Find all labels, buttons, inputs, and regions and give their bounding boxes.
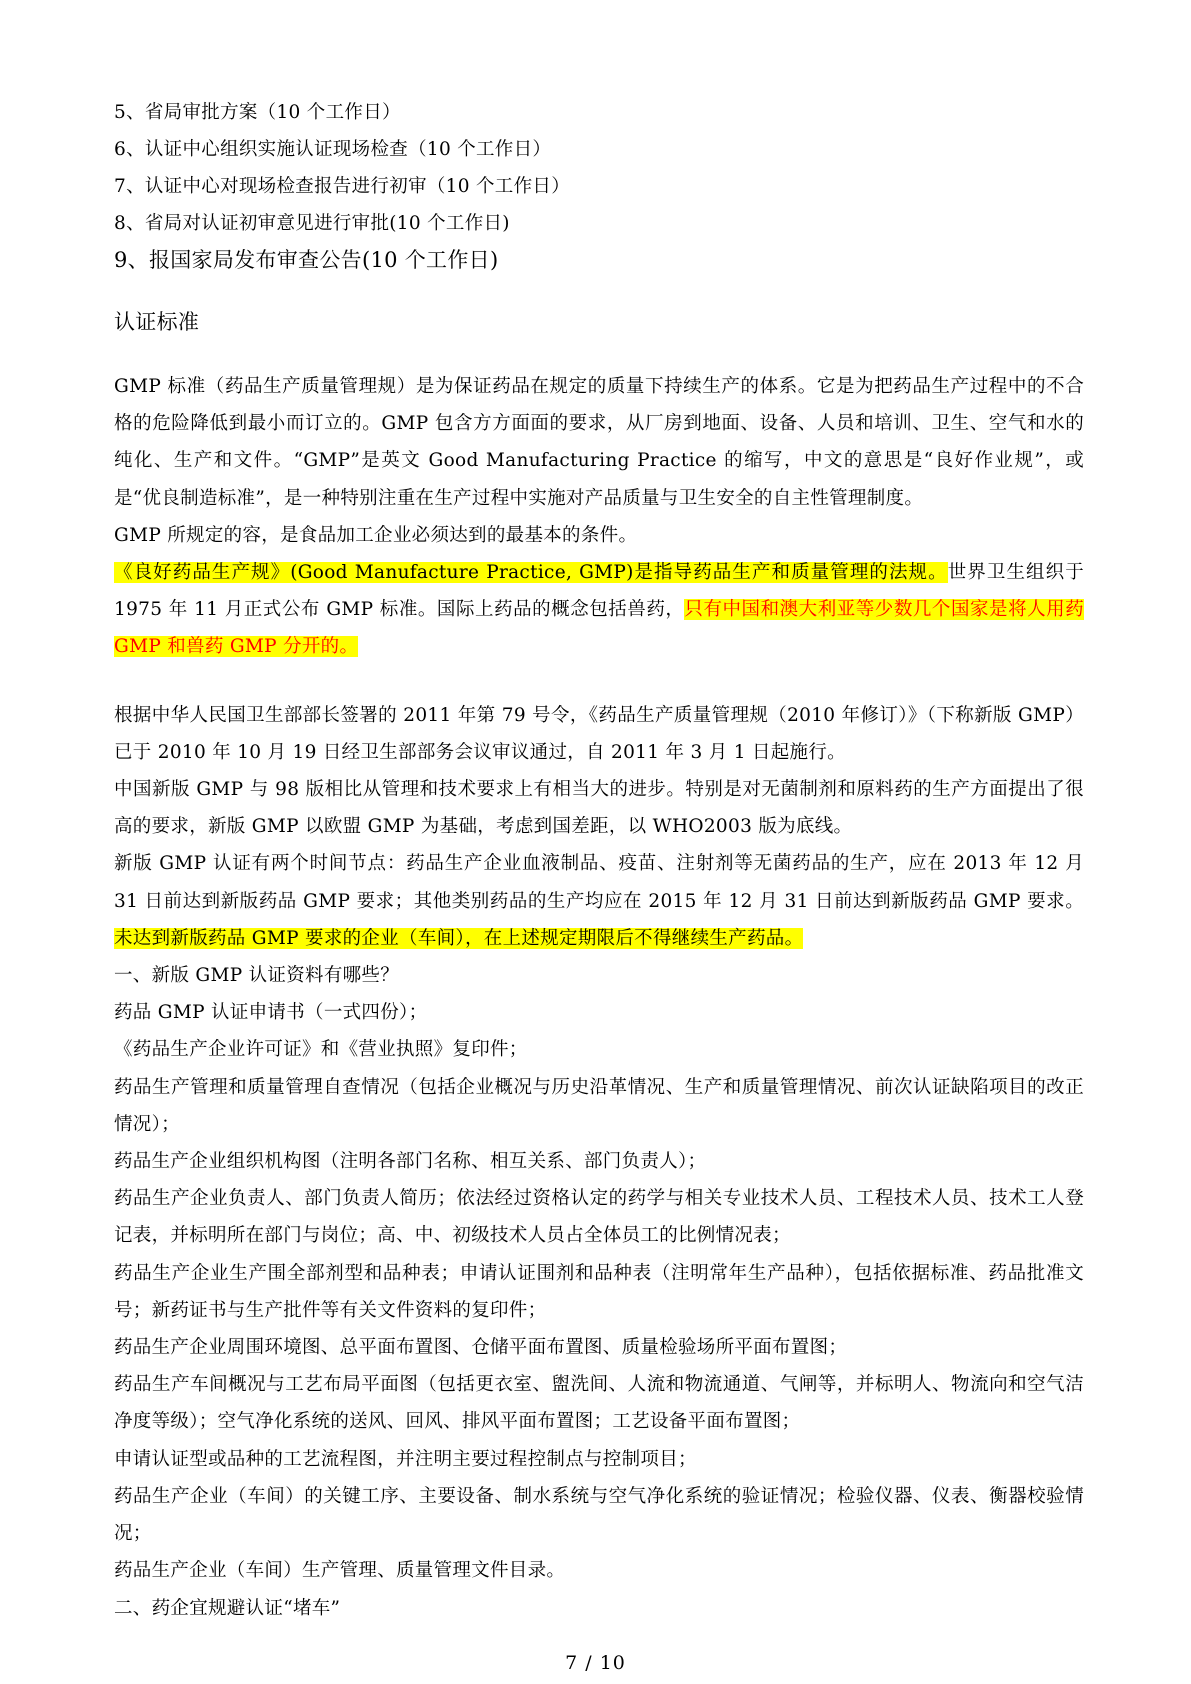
- step-line: 7、认证中心对现场检查报告进行初审（10 个工作日）: [114, 176, 570, 197]
- material-item: 药品生产车间概况与工艺布局平面图（包括更衣室、盥洗间、人流和物流通道、气闸等，并标明人、物流向和空气洁净度等级）；空气净化系统的送风、回风、排风平面布置图；工艺设备平面布置图；: [114, 1374, 1084, 1433]
- step-line: 9、报国家局发布审查公告(10 个工作日): [114, 248, 499, 272]
- paragraph-gap: [114, 666, 1084, 697]
- paragraph-new-gmp-comparison: 中国新版 GMP 与 98 版相比从管理和技术要求上有相当大的进步。特别是对无菌制剂和原料药的生产方面提出了很高的要求，新版 GMP 以欧盟 GMP 为基础，考虑到国差距，以 WHO2003 版为底线。: [114, 779, 1084, 838]
- paragraph-gmp-definition: GMP 标准（药品生产质量管理规）是为保证药品在规定的质量下持续生产的体系。它是为把药品生产过程中的不合格的危险降低到最小而订立的。GMP 包含方方面面的要求，从厂房到地面、设备、人员和培训、卫生、空气和水的纯化、生产和文件。“GMP”是英文 Good Manufacturing Practice 的缩写，中文的意思是“良好作业规”，或是“优良制造标准”，是一种特别注重在生产过程中实施对产品质量与卫生安全的自主性管理制度。: [114, 376, 1084, 509]
- material-item: 药品生产企业生产围全部剂型和品种表；申请认证围剂和品种表（注明常年生产品种），包括依据标准、药品批准文号；新药证书与生产批件等有关文件资料的复印件；: [114, 1262, 1084, 1321]
- material-item: 药品生产企业组织机构图（注明各部门名称、相互关系、部门负责人）；: [114, 1151, 707, 1173]
- page-number: 7 / 10: [565, 1652, 626, 1674]
- material-item: 药品生产管理和质量管理自查情况（包括企业概况与历史沿革情况、生产和质量管理情况、前次认证缺陷项目的改正情况）；: [114, 1076, 1084, 1135]
- paragraph-gmp-regulation: [114, 554, 1084, 666]
- highlight-text: 未达到新版药品 GMP 要求的企业（车间），在上述规定期限后不得继续生产药品。: [114, 927, 804, 949]
- paragraph-text: 新版 GMP 认证有两个时间节点：药品生产企业血液制品、疫苗、注射剂等无菌药品的生产，应在 2013 年 12 月 31 日前达到新版药品 GMP 要求；其他类别药品的生产均应在 2015 年 12 月 31 日前达到新版药品 GMP 要求。: [114, 853, 1084, 912]
- paragraph-new-gmp-deadlines: [114, 845, 1084, 957]
- paragraph-new-gmp-order: 根据中华人民国卫生部部长签署的 2011 年第 79 号令，《药品生产质量管理规（2010 年修订）》（下称新版 GMP）已于 2010 年 10 月 19 日经卫生部部务会议审议通过，自 2011 年 3 月 1 日起施行。: [114, 704, 1084, 763]
- step-line: 8、省局对认证初审意见进行审批(10 个工作日): [114, 213, 510, 234]
- question-heading: 一、新版 GMP 认证资料有哪些？: [114, 965, 400, 987]
- material-item: 药品 GMP 认证申请书（一式四份）；: [114, 1002, 428, 1024]
- step-line: 5、省局审批方案（10 个工作日）: [114, 102, 401, 123]
- material-item: 药品生产企业负责人、部门负责人简历；依法经过资格认定的药学与相关专业技术人员、工程技术人员、技术工人登记表，并标明所在部门与岗位；高、中、初级技术人员占全体员工的比例情况表；: [114, 1188, 1084, 1247]
- section-heading: 认证标准: [114, 310, 200, 334]
- material-item: 申请认证型或品种的工艺流程图，并注明主要过程控制点与控制项目；: [114, 1448, 697, 1470]
- document-page: [114, 94, 1084, 1627]
- question-heading: 二、药企宜规避认证“堵车”: [114, 1597, 341, 1619]
- material-item: 《药品生产企业许可证》和《营业执照》复印件；: [114, 1039, 528, 1061]
- highlight-text: 《良好药品生产规》(Good Manufacture Practice, GMP)是指导药品生产和质量管理的法规。: [114, 562, 948, 584]
- highlight-red-text: 只有中国和澳大利亚等少数几个国家是将人用药 GMP 和兽药 GMP 分开的。: [114, 599, 1084, 658]
- material-item: 药品生产企业（车间）生产管理、质量管理文件目录。: [114, 1560, 566, 1582]
- paragraph-text: 世界卫生组织于 1975 年 11 月正式公布 GMP 标准。国际上药品的概念包括兽药，: [114, 562, 1084, 621]
- step-line: 6、认证中心组织实施认证现场检查（10 个工作日）: [114, 139, 552, 160]
- material-item: 药品生产企业（车间）的关键工序、主要设备、制水系统与空气净化系统的验证情况；检验仪器、仪表、衡器校验情况；: [114, 1485, 1084, 1545]
- material-item: 药品生产企业周围环境图、总平面布置图、仓储平面布置图、质量检验场所平面布置图；: [114, 1337, 848, 1359]
- paragraph-gmp-conditions: GMP 所规定的容，是食品加工企业必须达到的最基本的条件。: [114, 524, 638, 546]
